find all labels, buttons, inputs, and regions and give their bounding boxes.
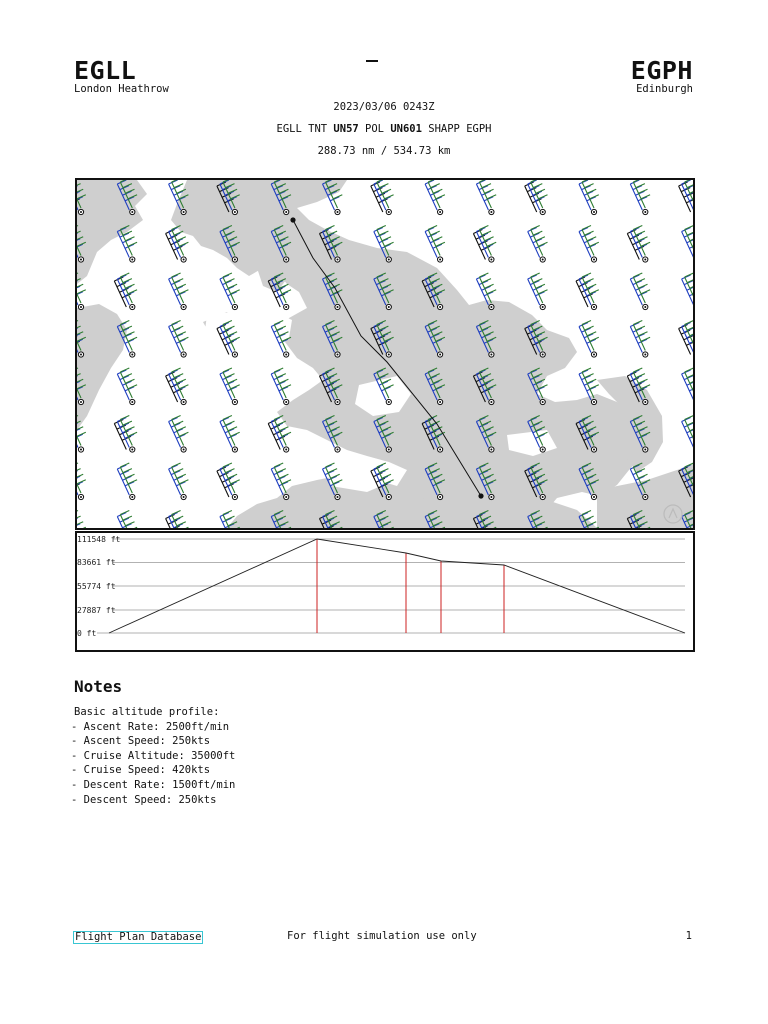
wind-barb-icon (682, 368, 693, 405)
altitude-label: 55774 ft (77, 582, 116, 591)
wind-barb-icon (271, 368, 291, 405)
wind-barb-icon (114, 273, 137, 310)
notes-line: - Cruise Speed: 420kts (71, 764, 211, 777)
altitude-label: 111548 ft (77, 535, 121, 544)
arrival-icao: EGPH (630, 56, 693, 85)
wind-barb-icon (117, 511, 137, 529)
land-ireland (77, 304, 127, 430)
notes-list (71, 705, 236, 807)
route-airway-un601: UN601 (390, 123, 422, 135)
route-airway-un57: UN57 (333, 123, 359, 135)
departure-name: London Heathrow (74, 83, 169, 95)
notes-line: - Cruise Altitude: 35000ft (71, 749, 236, 762)
wind-barb-icon (77, 511, 86, 529)
wind-barb-icon (476, 180, 496, 215)
wind-barb-icon (630, 180, 650, 215)
wind-barb-icon (217, 463, 240, 500)
departure-icao: EGLL (74, 56, 137, 85)
page-number: 1 (685, 930, 692, 942)
wind-barb-icon (627, 226, 650, 263)
wind-barb-icon (679, 180, 693, 215)
arrival-name: Edinburgh (636, 83, 693, 95)
wind-barb-icon (169, 463, 189, 500)
altitude-label: 0 ft (77, 629, 97, 638)
airport-marker-icon (478, 493, 483, 498)
altitude-label: 27887 ft (77, 606, 116, 615)
notes-line: - Descent Speed: 250kts (71, 793, 217, 806)
wind-barb-icon (220, 368, 240, 405)
profile-canvas (77, 533, 693, 650)
wind-barb-icon (682, 416, 693, 453)
wind-barb-icon (528, 273, 548, 310)
flight-distance: 288.73 nm / 534.73 km (317, 145, 451, 157)
wind-barb-icon (169, 416, 189, 453)
wind-barb-icon (371, 180, 394, 215)
wind-barb-icon (77, 463, 86, 500)
wind-barb-icon (630, 321, 650, 358)
wind-barb-icon (682, 273, 693, 310)
wind-barb-icon (679, 321, 693, 358)
wind-barb-icon (220, 416, 240, 453)
airport-marker-icon (290, 217, 295, 222)
altitude-profile[interactable] (75, 531, 695, 652)
wind-barb-icon (576, 273, 599, 310)
wind-barb-icon (166, 368, 189, 405)
altitude-label: 83661 ft (77, 558, 116, 567)
wind-barb-icon (166, 511, 189, 529)
wind-barb-icon (220, 273, 240, 310)
notes-line: Basic altitude profile: (74, 706, 220, 718)
wind-barb-icon (579, 180, 599, 215)
wind-barb-icon (425, 180, 445, 215)
wind-barb-icon (117, 368, 137, 405)
map-canvas (77, 180, 693, 528)
profile-grid (97, 539, 685, 633)
wind-barb-icon (169, 273, 189, 310)
notes-title: Notes (74, 677, 123, 696)
flight-route (0, 124, 768, 135)
wind-barb-icon (114, 416, 137, 453)
notes-line: - Ascent Rate: 2500ft/min (71, 720, 230, 733)
route-map[interactable] (75, 178, 695, 530)
route-part: SHAPP EGPH (421, 123, 492, 135)
wind-barb-icon (630, 273, 650, 310)
wind-barb-icon (473, 226, 496, 263)
header-separator (366, 60, 378, 62)
route-part: POL (358, 123, 391, 135)
wind-barb-icon (169, 321, 189, 358)
notes-line: - Descent Rate: 1500ft/min (71, 778, 236, 791)
flight-plan-database-link[interactable]: Flight Plan Database (75, 931, 202, 943)
wind-barb-icon (117, 463, 137, 500)
wind-barb-icon (579, 226, 599, 263)
wind-barb-icon (525, 180, 548, 215)
flight-datetime: 2023/03/06 0243Z (333, 101, 435, 113)
altitude-axis-labels (77, 535, 121, 638)
route-part: EGLL TNT (276, 123, 334, 135)
wind-barb-icon (682, 226, 693, 263)
wind-barb-icon (579, 321, 599, 358)
wind-barb-icon (528, 226, 548, 263)
footer-disclaimer: For flight simulation use only (287, 930, 477, 942)
notes-line: - Ascent Speed: 250kts (71, 735, 211, 748)
